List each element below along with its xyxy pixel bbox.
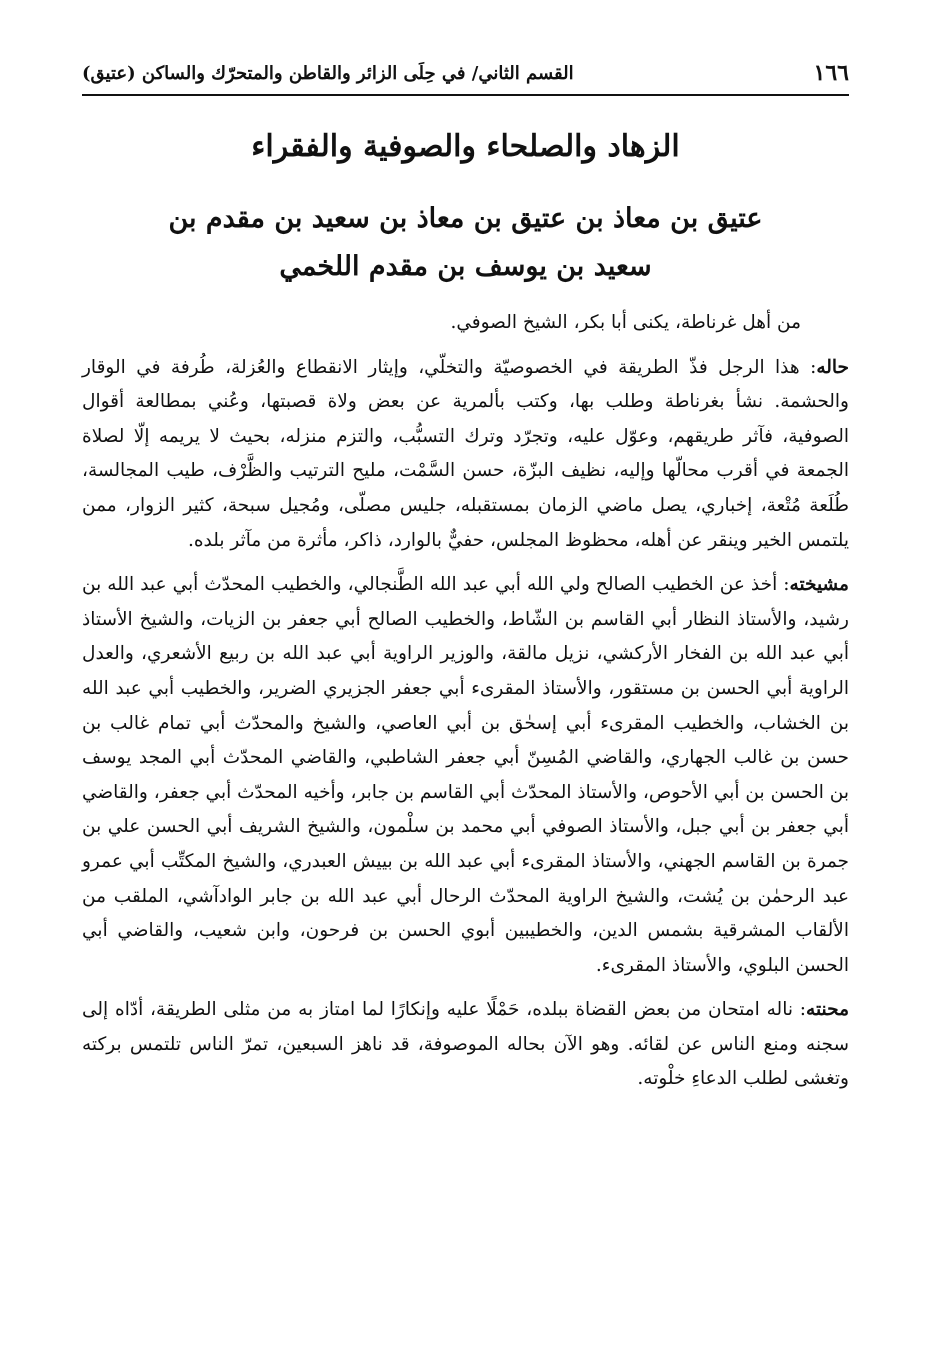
paragraph-label: مشيخته	[789, 574, 849, 596]
paragraph-text: أخذ عن الخطيب الصالح ولي الله أبي عبد الله الطَّنجالي، والخطيب المحدّث أبي عبد الله بن رشيد، والأستاذ النظار أبي القاسم بن الشّاط، والخطيب الصالح أبي جعفر بن الزيات، والشيخ الأستاذ أبي عبد الله بن الفخار الأركشي، نزيل مالقة، والوزير الراوية أبي عبد الله بن ربيع الأشعري، والعدل الراوية أبي الحسن بن مستقور، والأستاذ المقرىء أبي جعفر الجزيري الضرير، والخطيب أبي عبد الله بن الخشاب، والخطيب المقرىء أبي إسحٰق بن أبي العاصي، والشيخ والمحدّث أبي تمام غالب بن حسن بن غالب الجهاري، والقاضي المُسِنّ أبي جعفر الشاطبي، والقاضي المحدّث أبي المجد يوسف بن الحسن بن أبي الأحوص، والأستاذ المحدّث أبي القاسم بن جابر، وأخيه المحدّث أبي جعفر، والقاضي أبي جعفر بن أبي جبل، والأستاذ الصوفي أبي محمد بن سلْمون، والشيخ الشريف أبي الحسن علي بن جمرة بن القاسم الجهني، والأستاذ المقرىء أبي عبد الله بن بييش العبدري، والشيخ المكتِّب أبي عمرو عبد الرحمٰن بن يُشت، والشيخ الراوية المحدّث الرحال أبي عبد الله بن جابر الوادآشي، الملقب من الألقاب المشرقية بشمس الدين، والخطيبين أبوي الحسن بن فرحون، وابن شعيب، والقاضي أبي الحسن البلوي، والأستاذ المقرىء.	[82, 574, 849, 976]
entry-body	[82, 306, 849, 1107]
paragraph-text: هذا الرجل فذّ الطريقة في الخصوصيّة والتخلّي، وإيثار الانقطاع والعُزلة، طُرفة في الوقار والحشمة. نشأ بغرناطة وطلب بها، وكتب بألمرية عن بعض ولاة قصبتها، وعُني بمطالعة أقوال الصوفية، فآثر طريقهم، وعوّل عليه، وتجرّد وترك التسبُّب، والتزم منزله، بحيث لا يريمه إلّا لصلاة الجمعة في أقرب محالّها وإليه، نظيف البزّة، حسن السَّمْت، مليح الترتيب والظَّرْف، طيب المجالسة، طُلَعة مُتْعة، إخباري، يصل ماضي الزمان بمستقبله، جليس مصلّى، ومُجيل سبحة، كثير الزوار، ممن يلتمس الخير وينقر عن أهله، محظوظ المجلس، حفيٌّ بالوارد، ذاكر، مأثرة من مآثر بلده.	[82, 356, 849, 551]
paragraph-label: حاله	[816, 356, 849, 378]
page-number: ١٦٦	[813, 60, 849, 86]
entry-name-line-2: سعيد بن يوسف بن مقدم اللخمي	[279, 251, 652, 282]
running-header-title: القسم الثاني/ في حِلَى الزائر والقاطن والمتحرّك والساكن (عتيق)	[82, 62, 574, 84]
label-separator: :	[792, 999, 807, 1021]
label-separator: :	[799, 356, 817, 378]
label-separator: :	[777, 574, 790, 596]
paragraph-haluh	[82, 351, 849, 559]
paragraph-label: محنته	[806, 999, 849, 1021]
running-header	[82, 55, 849, 91]
entry-intro: من أهل غرناطة، يكنى أبا بكر، الشيخ الصوفي.	[450, 312, 801, 333]
entry-name-line-1: عتيق بن معاذ بن عتيق بن معاذ بن سعيد بن مقدم بن	[168, 203, 763, 234]
paragraph-text: ناله امتحان من بعض القضاة ببلده، حَمْلًا عليه وإنكارًا لما امتاز به من مثلى الطريقة، أدّاه إلى سجنه ومنع الناس عن لقائه. وهو الآن بحاله الموصوفة، قد ناهز السبعين، تمرّ الناس تلتمس بركته وتغشى لطلب الدعاءِ خلْوته.	[82, 999, 849, 1090]
paragraph-mihnatuh	[82, 993, 849, 1097]
entry-name	[150, 195, 781, 291]
section-title: الزهاد والصلحاء والصوفية والفقراء	[251, 129, 680, 164]
header-divider	[82, 94, 849, 96]
paragraph-mashyakhatuh	[82, 568, 849, 983]
